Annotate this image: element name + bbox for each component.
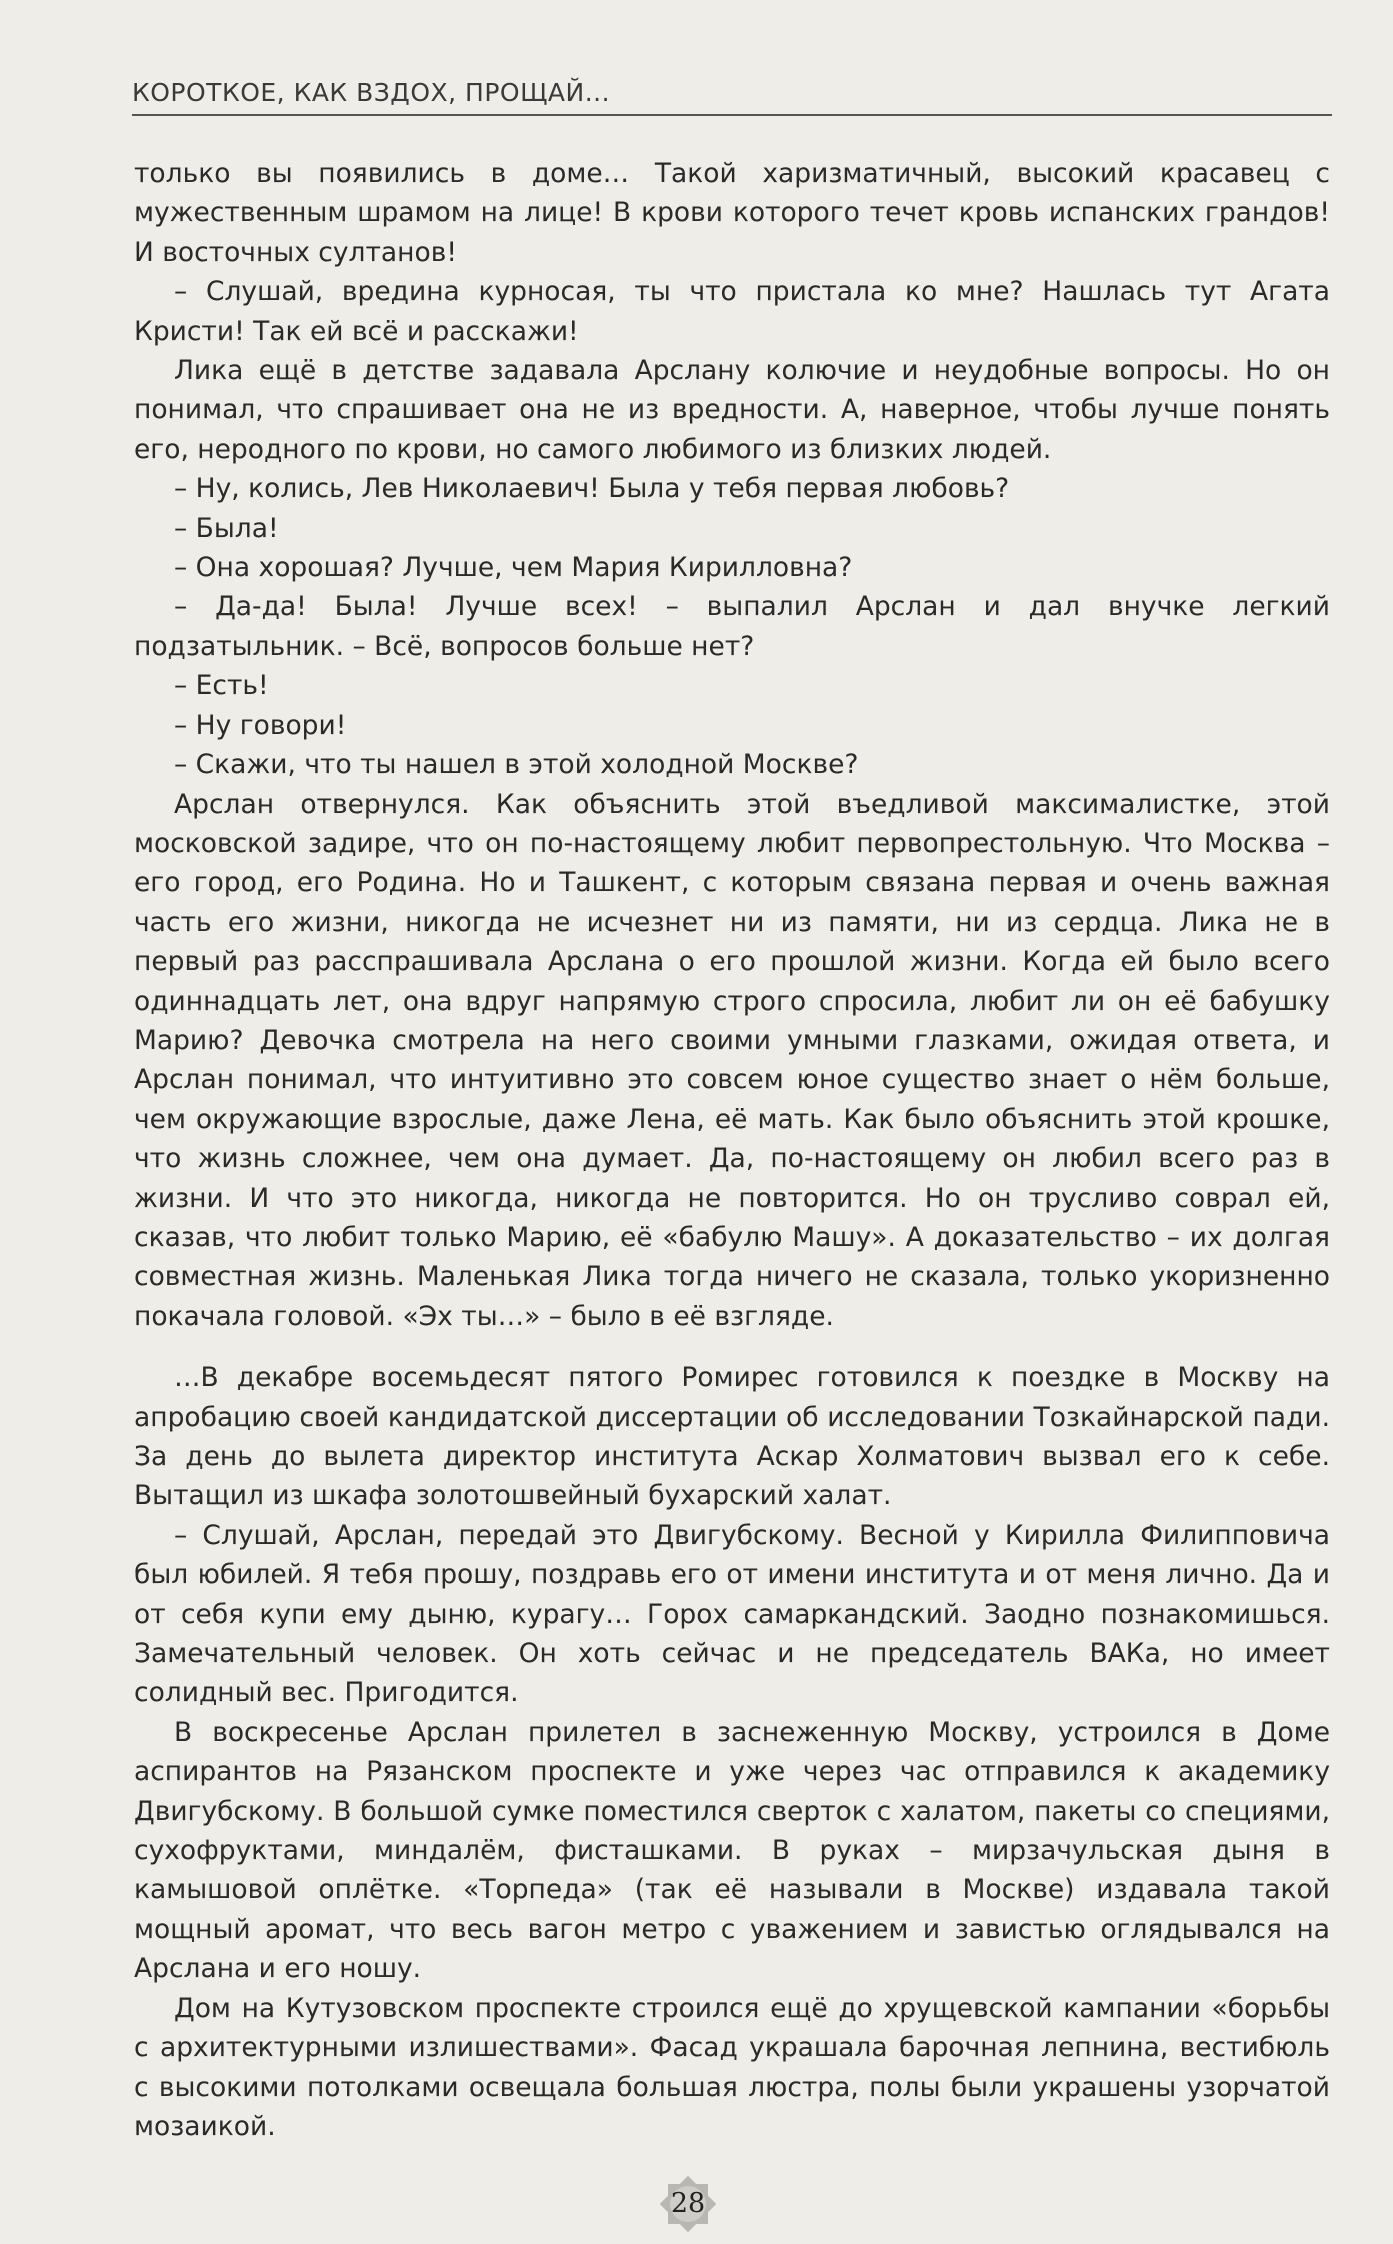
paragraph: – Слушай, Арслан, передай это Двигубскому. Весной у Кирилла Филипповича был юбилей. Я тебя прошу, поздравь его от имени института и от меня лично. Да и от себя купи ему дыню, курагу… Горох самаркандский. Заодно познакомишься. Замечательный человек. Он хоть сейчас и не председатель ВАКа, но имеет солидный вес. Пригодится. bbox=[134, 1519, 1330, 1709]
paragraph: – Она хорошая? Лучше, чем Мария Кирилловна? bbox=[174, 552, 853, 584]
paragraph: Дом на Кутузовском проспекте строился ещё до хрущевской кампании «борьбы с архитектурными излишествами». Фасад украшала барочная лепнина, вестибюль с высокими потолками освещала большая люстра, полы были украшены узорчатой мозаикой. bbox=[134, 1992, 1330, 2142]
paragraph: – Слушай, вредина курносая, ты что пристала ко мне? Нашлась тут Агата Кристи! Так ей всё и расскажи! bbox=[134, 276, 1330, 347]
body-text bbox=[134, 154, 1330, 2146]
paragraph: – Скажи, что ты нашел в этой холодной Москве? bbox=[174, 749, 859, 781]
paragraph: – Ну говори! bbox=[174, 709, 347, 741]
header-rule bbox=[132, 114, 1332, 116]
paragraph: Арслан отвернулся. Как объяснить этой въедливой максималистке, этой московской задире, что он по-настоящему любит первопрестольную. Что Москва – его город, его Родина. Но и Ташкент, с которым связана первая и очень важная часть его жизни, никогда не исчезнет ни из памяти, ни из сердца. Лика не в первый раз расспрашивала Арслана о его прошлой жизни. Когда ей было всего одиннадцать лет, она вдруг напрямую строго спросила, любит ли он её бабушку Марию? Девочка смотрела на него своими умными глазками, ожидая ответа, и Арслан понимал, что интуитивно это совсем юное существо знает о нём больше, чем окружающие взрослые, даже Лена, её мать. Как было объяснить этой крошке, что жизнь сложнее, чем она думает. Да, по-настоящему он любил всего раз в жизни. И что это никогда, никогда не повторится. Но он трусливо соврал ей, сказав, что любит только Марию, её «бабулю Машу». А доказательство – их долгая совместная жизнь. Маленькая Лика тогда ничего не сказала, только укоризненно покачала головой. «Эх ты…» – было в её взгляде. bbox=[134, 788, 1330, 1332]
page-number: 28 bbox=[670, 2188, 706, 2219]
running-title: КОРОТКОЕ, КАК ВЗДОХ, ПРОЩАЙ... bbox=[132, 78, 611, 107]
page-number-badge bbox=[656, 2172, 720, 2236]
paragraph-scene-break: …В декабре восемьдесят пятого Ромирес готовился к поездке в Москву на апробацию своей кандидатской диссертации об исследовании Тозкайнарской пади. За день до вылета директор института Аскар Холматович вызвал его к себе. Вытащил из шкафа золотошвейный бухарский халат. bbox=[134, 1362, 1330, 1512]
paragraph: В воскресенье Арслан прилетел в заснеженную Москву, устроился в Доме аспирантов на Рязанском проспекте и уже через час отправился к академику Двигубскому. В большой сумке поместился сверток с халатом, пакеты со специями, сухофруктами, миндалём, фисташками. В руках – мирзачульская дыня в камышовой оплётке. «Торпеда» (так её называли в Москве) издавала такой мощный аромат, что весь вагон метро с уважением и завистью оглядывался на Арслана и его ношу. bbox=[134, 1716, 1330, 1985]
paragraph: – Ну, колись, Лев Николаевич! Была у тебя первая любовь? bbox=[174, 473, 1010, 505]
paragraph: – Да-да! Была! Лучше всех! – выпалил Арслан и дал внучке легкий подзатыльник. – Всё, вопросов больше нет? bbox=[134, 591, 1330, 662]
paragraph: только вы появились в доме… Такой харизматичный, высокий красавец с мужественным шрамом на лице! В крови которого течет кровь испанских грандов! И восточных султанов! bbox=[134, 158, 1330, 268]
paragraph: – Есть! bbox=[174, 670, 269, 702]
paragraph: – Была! bbox=[174, 512, 279, 544]
paragraph: Лика ещё в детстве задавала Арслану колючие и неудобные вопросы. Но он понимал, что спрашивает она не из вредности. А, наверное, чтобы лучше понять его, неродного по крови, но самого любимого из близких людей. bbox=[134, 355, 1330, 465]
